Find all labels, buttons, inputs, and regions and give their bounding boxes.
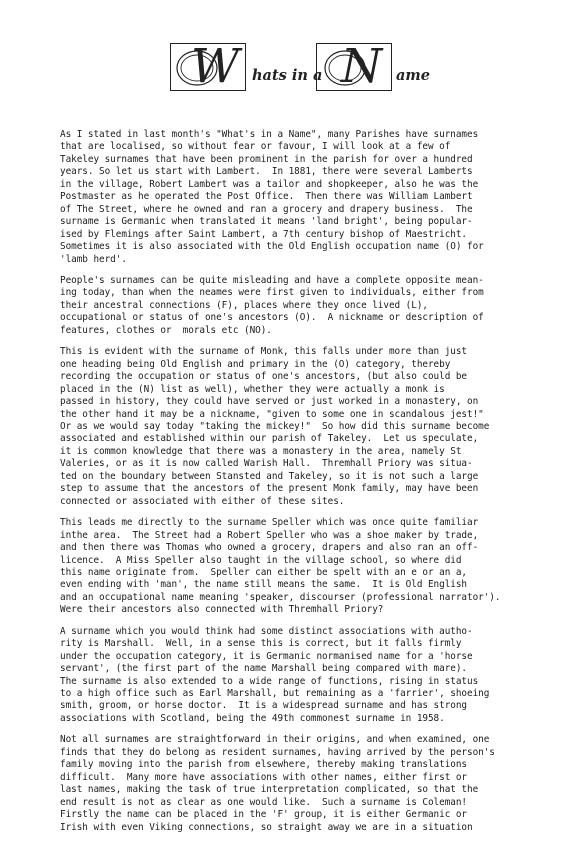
text-line: Not all surnames are straightforward in their origins, and when examined, one bbox=[60, 734, 490, 746]
text-line: A surname which you would think had some distinct associations with autho- bbox=[60, 625, 473, 637]
paragraph bbox=[60, 346, 570, 508]
heading-initial-w: W bbox=[191, 39, 240, 94]
text-line: surname is Germanic when translated it means 'land bright', being popular- bbox=[60, 216, 473, 228]
text-line: The surname is also extended to a wide range of functions, rising in status bbox=[60, 675, 479, 687]
text-line: Takeley surnames that have been prominent in the parish for over a hundred bbox=[60, 153, 473, 165]
text-line: Firstly the name can be placed in the 'F' group, it is either Germanic or bbox=[60, 809, 468, 821]
text-line: inthe area. The Street had a Robert Speller who was a shoe maker by trade, bbox=[60, 529, 479, 541]
text-line: rity is Marshall. Well, in a sense this is correct, but it falls firmly bbox=[60, 638, 462, 650]
text-line: As I stated in last month's "What's in a Name", many Parishes have surnames bbox=[60, 129, 479, 140]
text-line: Or as we would say today "taking the mickey!" So how did this surname become bbox=[60, 420, 490, 432]
text-line: People's surnames can be quite misleading and have a complete opposite mean- bbox=[60, 274, 484, 286]
heading-initial-n: N bbox=[341, 39, 383, 94]
text-line: finds that they do belong as resident surnames, having arrived by the person's bbox=[60, 746, 495, 758]
article-body bbox=[60, 129, 570, 843]
text-line: 'lamb herd'. bbox=[60, 253, 127, 265]
text-line: end result is not as clear as one would like. Such a surname is Coleman! bbox=[60, 796, 468, 808]
paragraph bbox=[60, 734, 570, 834]
text-line: This is evident with the surname of Monk, this falls under more than just bbox=[60, 346, 468, 358]
article-heading bbox=[170, 41, 470, 93]
text-line: licence. A Miss Speller also taught in the village school, so where did bbox=[60, 554, 462, 566]
text-line: smith, groom, or horse doctor. It is a widespread surname and has strong bbox=[60, 700, 468, 712]
paragraph bbox=[60, 626, 570, 726]
text-line: in the village, Robert Lambert was a tailor and shopkeeper, also he was the bbox=[60, 178, 479, 190]
paragraph bbox=[60, 129, 570, 266]
text-line: Postmaster as he operated the Post Office. Then there was William Lambert bbox=[60, 191, 473, 203]
text-line: features, clothes or morals etc (NO). bbox=[60, 324, 272, 336]
text-line: ised by Flemings after Saint Lambert, a 7th century bishop of Maestricht. bbox=[60, 228, 468, 240]
heading-word-ame: ame bbox=[396, 67, 430, 84]
text-line: Were their ancestors also connected with Thremhall Priory? bbox=[60, 604, 384, 616]
text-line: last names, making the task of true interpretation complicated, so that the bbox=[60, 784, 479, 796]
text-line: associations with Scotland, being the 49th commonest surname in 1958. bbox=[60, 712, 445, 724]
text-line: family moving into the parish from elsewhere, thereby making translations bbox=[60, 759, 468, 771]
text-line: and an occupational name meaning 'speaker, discourser (professional narrator'). bbox=[60, 591, 501, 603]
paragraph bbox=[60, 275, 570, 337]
text-line: connected or associated with either of these sites. bbox=[60, 495, 345, 507]
text-line: ted on the boundary between Stansted and Takeley, so it is not such a large bbox=[60, 470, 479, 482]
text-line: under the occupation category, it is Germanic normanised name for a 'horse bbox=[60, 650, 473, 662]
text-line: occupational or status of one's ancestors (O). A nickname or description of bbox=[60, 312, 484, 324]
text-line: and then there was Thomas who owned a grocery, drapers and also ran an off- bbox=[60, 542, 479, 554]
text-line: their ancestral connections (F), places where they once lived (L), bbox=[60, 299, 428, 311]
letter-n-frame bbox=[316, 39, 392, 94]
text-line: of The Street, where he owned and ran a grocery and drapery business. The bbox=[60, 203, 473, 215]
paragraph bbox=[60, 517, 570, 617]
text-line: associated and established within our parish of Takeley. Let us speculate, bbox=[60, 433, 479, 445]
heading-word-hats-in-a: hats in a bbox=[252, 67, 323, 84]
text-line: This leads me directly to the surname Speller which was once quite familiar bbox=[60, 517, 479, 529]
text-line: Irish with even Viking connections, so straight away we are in a situation bbox=[60, 821, 473, 833]
text-line: it is common knowledge that there was a monastery in the area, namely St bbox=[60, 445, 462, 457]
text-line: this name originate from. Speller can either be spelt with an e or an a, bbox=[60, 566, 468, 578]
text-line: ing today, than when the neames were first given to individuals, either from bbox=[60, 287, 484, 299]
text-line: recording the occupation or status of one's ancestors, (but also could be bbox=[60, 371, 468, 383]
text-line: Valeries, or as it is now called Warish Hall. Thremhall Priory was situa- bbox=[60, 458, 473, 470]
text-line: passed in history, they could have served or just worked in a monastery, on bbox=[60, 396, 479, 408]
text-line: one heading being Old English and primary in the (O) category, thereby bbox=[60, 358, 451, 370]
text-line: the other hand it may be a nickname, "given to some one in scandalous jest!" bbox=[60, 408, 484, 420]
text-line: to a high office such as Earl Marshall, but remaining as a 'farrier', shoeing bbox=[60, 688, 490, 700]
text-line: years. So let us start with Lambert. In 1881, there were several Lamberts bbox=[60, 166, 473, 178]
text-line: placed in the (N) list as well), whether they were actually a monk is bbox=[60, 383, 445, 395]
text-line: Sometimes it is also associated with the Old English occupation name (O) for bbox=[60, 241, 484, 253]
text-line: difficult. Many more have associations with other names, either first or bbox=[60, 771, 468, 783]
text-line: that are localised, so without fear or favour, I will look at a few of bbox=[60, 141, 451, 153]
text-line: even ending with 'man', the name still means the same. It is Old English bbox=[60, 579, 468, 591]
letter-w-frame bbox=[170, 39, 246, 94]
text-line: step to assume that the ancestors of the present Monk family, may have been bbox=[60, 483, 479, 495]
text-line: servant', (the first part of the name Marshall being compared with mare). bbox=[60, 663, 468, 675]
